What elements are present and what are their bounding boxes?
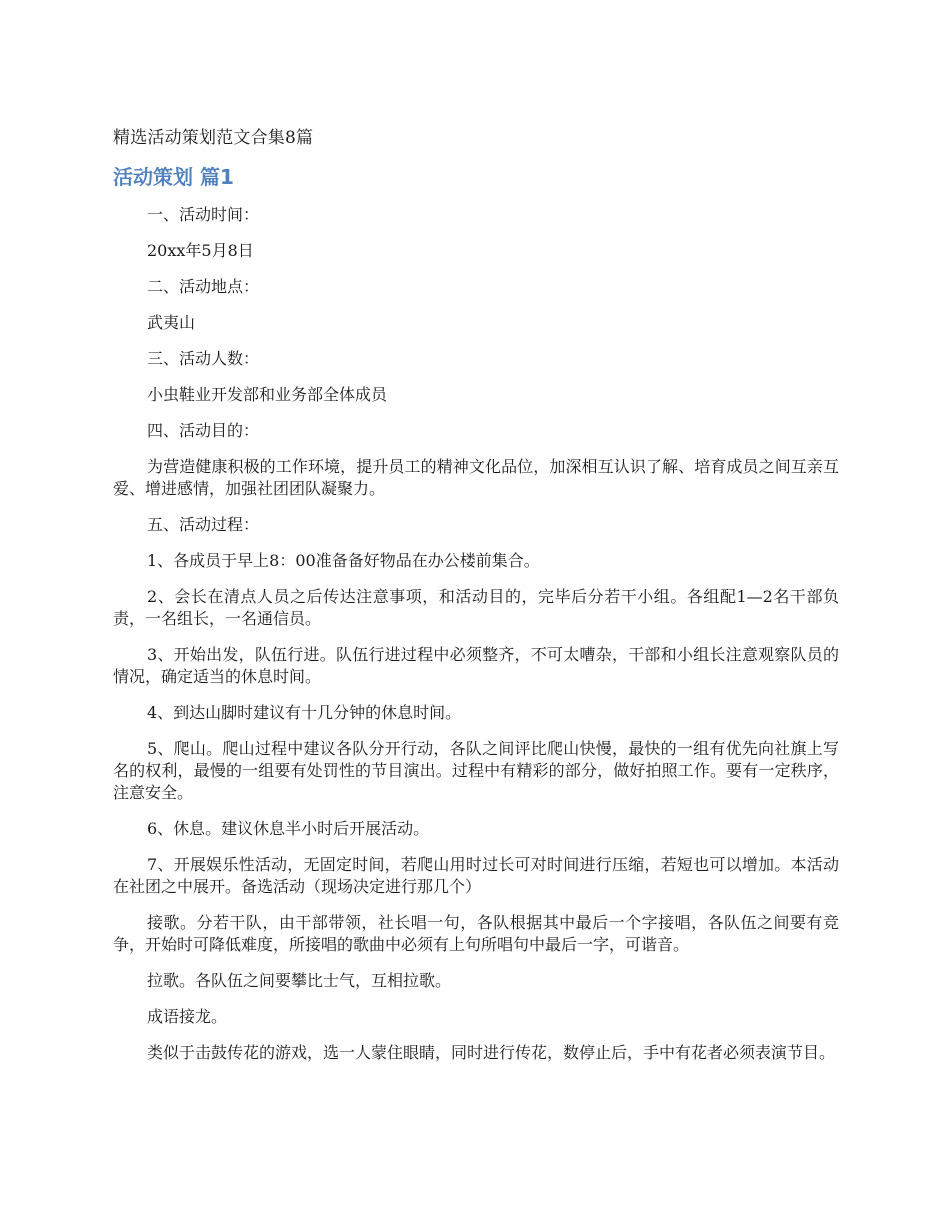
paragraph-time-label: 一、活动时间： <box>147 205 260 224</box>
paragraph-participants-label: 三、活动人数： <box>147 349 260 368</box>
paragraph-time-value: 20xx年5月8日 <box>147 241 254 260</box>
paragraph-activity-pass-flower: 类似于击鼓传花的游戏，选一人蒙住眼睛，同时进行传花，数停止后，手中有花者必须表演节目。 <box>147 1043 836 1062</box>
paragraph-step-7: 7、开展娱乐性活动，无固定时间，若爬山用时过长可对时间进行压缩，若短也可以增加。本活动在社团之中展开。备选活动（现场决定进行那几个） <box>113 855 839 896</box>
paragraph-step-5: 5、爬山。爬山过程中建议各队分开行动，各队之间评比爬山快慢，最快的一组有优先向社旗上写名的权利，最慢的一组要有处罚性的节目演出。过程中有精彩的部分，做好拍照工作。要有一定秩序，注意安全。 <box>113 739 839 802</box>
document-body <box>113 204 839 1078</box>
paragraph-step-2: 2、会长在清点人员之后传达注意事项，和活动目的，完毕后分若干小组。各组配1—2名干部负责，一名组长，一名通信员。 <box>113 587 839 628</box>
paragraph-process-label: 五、活动过程： <box>147 515 260 534</box>
paragraph-activity-song-challenge: 拉歌。各队伍之间要攀比士气，互相拉歌。 <box>147 971 452 990</box>
paragraph-step-6: 6、休息。建议休息半小时后开展活动。 <box>147 819 430 838</box>
paragraph-purpose-text: 为营造健康积极的工作环境，提升员工的精神文化品位，加深相互认识了解、培育成员之间互亲互爱、增进感情，加强社团团队凝聚力。 <box>113 457 839 498</box>
paragraph-activity-idiom-chain: 成语接龙。 <box>147 1007 228 1026</box>
paragraph-location-label: 二、活动地点： <box>147 277 260 296</box>
paragraph-step-4: 4、到达山脚时建议有十几分钟的休息时间。 <box>147 703 462 722</box>
paragraph-participants-value: 小虫鞋业开发部和业务部全体成员 <box>147 385 388 404</box>
section-heading: 活动策划 篇1 <box>113 165 234 189</box>
paragraph-step-3: 3、开始出发，队伍行进。队伍行进过程中必须整齐，不可太嘈杂，干部和小组长注意观察队员的情况，确定适当的休息时间。 <box>113 645 839 686</box>
paragraph-activity-song-relay: 接歌。分若干队，由干部带领，社长唱一句，各队根据其中最后一个字接唱，各队伍之间要有竞争，开始时可降低难度，所接唱的歌曲中必须有上句所唱句中最后一字，可谐音。 <box>113 913 839 954</box>
paragraph-step-1: 1、各成员于早上8：00准备备好物品在办公楼前集合。 <box>147 551 540 570</box>
paragraph-location-value: 武夷山 <box>147 313 196 332</box>
document-title: 精选活动策划范文合集8篇 <box>113 128 314 148</box>
paragraph-purpose-label: 四、活动目的： <box>147 421 260 440</box>
